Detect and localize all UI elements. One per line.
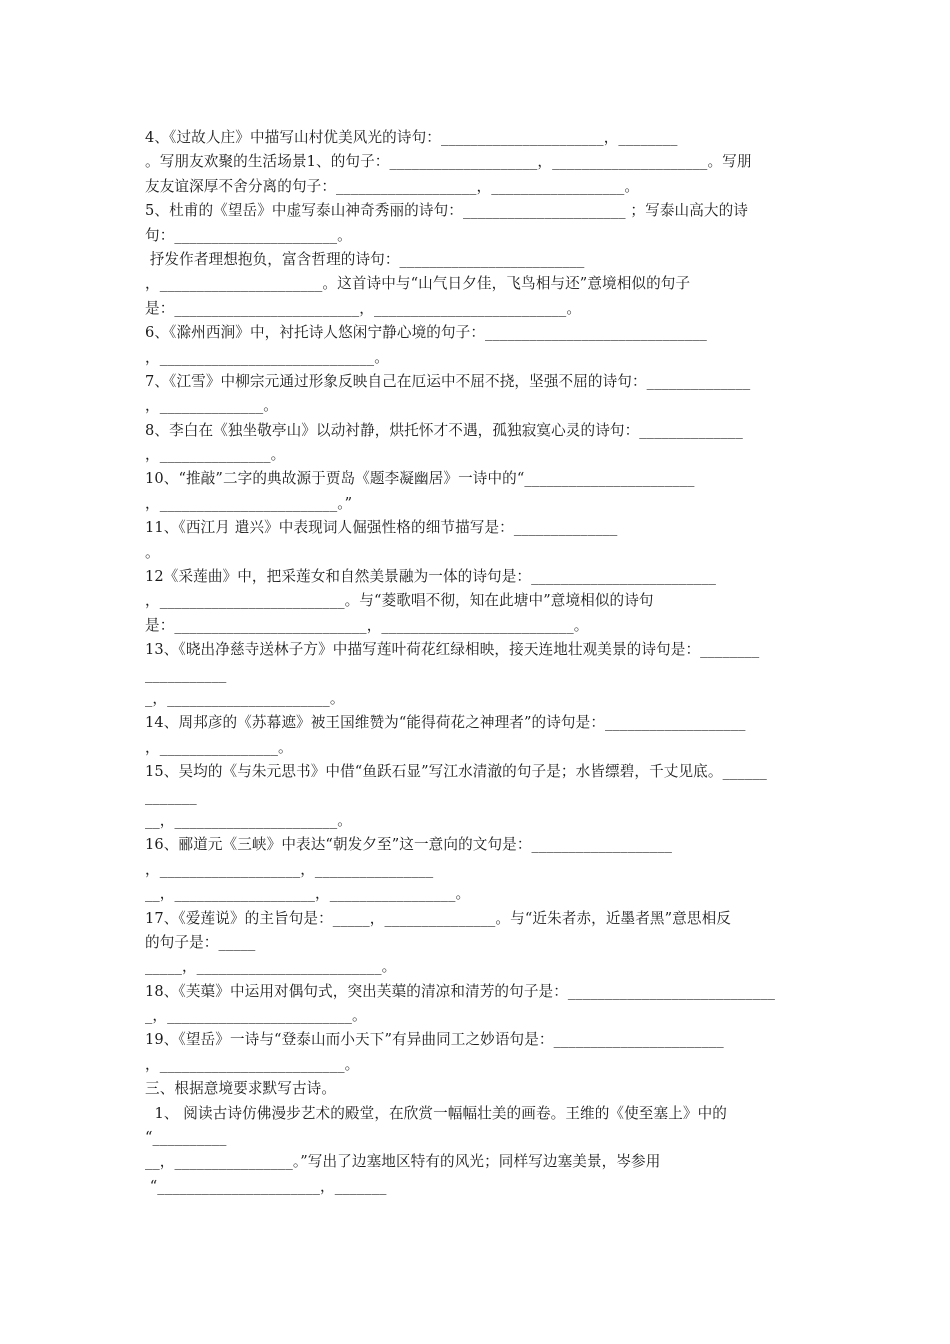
text-line: 5、杜甫的《望岳》中虚写泰山神奇秀丽的诗句：______________________ ；写泰山高大的诗 xyxy=(145,202,748,220)
text-line: “__________ xyxy=(145,1129,227,1147)
text-line: ，_________________________。与“菱歌唱不彻，知在此塘中”意境相似的诗句 xyxy=(145,592,654,610)
text-line: ，_______________。 xyxy=(145,446,286,464)
text-line: 12《采莲曲》中，把采莲女和自然美景融为一体的诗句是：_________________________ xyxy=(145,568,717,586)
text-line: 11、《西江月 遣兴》中表现词人倔强性格的细节描写是：______________ xyxy=(145,519,618,537)
text-line: ，________________。 xyxy=(145,738,293,756)
text-line: 18、《芙蕖》中运用对偶句式，突出芙蕖的清凉和清芳的句子是：____________________________ xyxy=(145,982,776,1000)
text-line: 。 xyxy=(145,543,160,561)
text-line: 友友谊深厚不舍分离的句子：___________________，__________________。 xyxy=(145,177,640,195)
text-line: _____，_________________________。 xyxy=(145,958,397,976)
text-line: 13、《晓出净慈寺送林子方》中描写莲叶荷花红绿相映，接天连地壮观美景的诗句是：________ xyxy=(145,641,760,659)
text-line: 抒发作者理想抱负，富含哲理的诗句：_________________________ xyxy=(145,250,585,268)
text-line: ___________ xyxy=(145,665,227,683)
text-line: 7、《江雪》中柳宗元通过形象反映自己在厄运中不屈不挠，坚强不屈的诗句：______________ xyxy=(145,372,751,390)
text-line: 8、李白在《独坐敬亭山》以动衬静，烘托怀才不遇，孤独寂寞心灵的诗句：______________ xyxy=(145,421,743,439)
text-line: 的句子是：_____ xyxy=(145,933,256,951)
text-line: “______________________，_______ xyxy=(145,1177,387,1195)
text-line: ，______________________。这首诗中与“山气日夕佳，飞鸟相与还”意境相似的句子 xyxy=(145,275,691,293)
text-line: 三、根据意境要求默写古诗。 xyxy=(145,1080,337,1098)
text-line: 14、周邦彦的《苏幕遮》被王国维赞为“能得荷花之神理者”的诗句是：___________________ xyxy=(145,714,746,732)
text-line: ，________________________。” xyxy=(145,494,353,512)
text-line: 17、《爱莲说》的主旨句是：_____，_______________。与“近朱者赤，近墨者黑”意思相反 xyxy=(145,909,731,927)
text-line: _______ xyxy=(145,787,197,805)
text-line: 10、“推敲”二字的典故源于贾岛《题李凝幽居》一诗中的“_______________________ xyxy=(145,470,695,488)
text-line: ，_________________________。 xyxy=(145,1055,360,1073)
text-line: _，_________________________。 xyxy=(145,1007,367,1025)
text-line: _，______________________。 xyxy=(145,689,345,707)
text-line: ，______________。 xyxy=(145,397,278,415)
text-line: 19、《望岳》一诗与“登泰山而小天下”有异曲同工之妙语句是：_______________________ xyxy=(145,1031,724,1049)
text-line: 4、《过故人庄》中描写山村优美风光的诗句：______________________，________ xyxy=(145,129,678,146)
text-line: 是：_________________________，__________________________。 xyxy=(145,299,582,317)
text-line: ，___________________，________________ xyxy=(145,860,434,878)
document-body xyxy=(145,126,825,1199)
text-line: 16、郦道元《三峡》中表达“朝发夕至”这一意向的文句是：___________________ xyxy=(145,836,673,854)
text-line: ，_____________________________。 xyxy=(145,348,389,366)
text-line: 句：______________________。 xyxy=(145,226,352,244)
text-line: 1、 阅读古诗仿佛漫步艺术的殿堂，在欣赏一幅幅壮美的画卷。王维的《使至塞上》中的 xyxy=(145,1104,727,1122)
text-line: 15、吴均的《与朱元思书》中借“鱼跃石显”写江水清澈的句子是；水皆缥碧，千丈见底。______ xyxy=(145,763,767,781)
text-line: __，___________________，_________________。 xyxy=(145,885,471,903)
text-line: 是：__________________________，__________________________。 xyxy=(145,616,589,634)
text-line: __，________________。”写出了边塞地区特有的风光；同样写边塞美景，岑参用 xyxy=(145,1153,661,1171)
text-line: 。写朋友欢聚的生活场景1、的句子：____________________，_____________________。写朋 xyxy=(145,153,752,171)
text-line: 6、《滁州西涧》中，衬托诗人悠闲宁静心境的句子：______________________________ xyxy=(145,324,707,342)
text-line: __，______________________。 xyxy=(145,811,352,829)
